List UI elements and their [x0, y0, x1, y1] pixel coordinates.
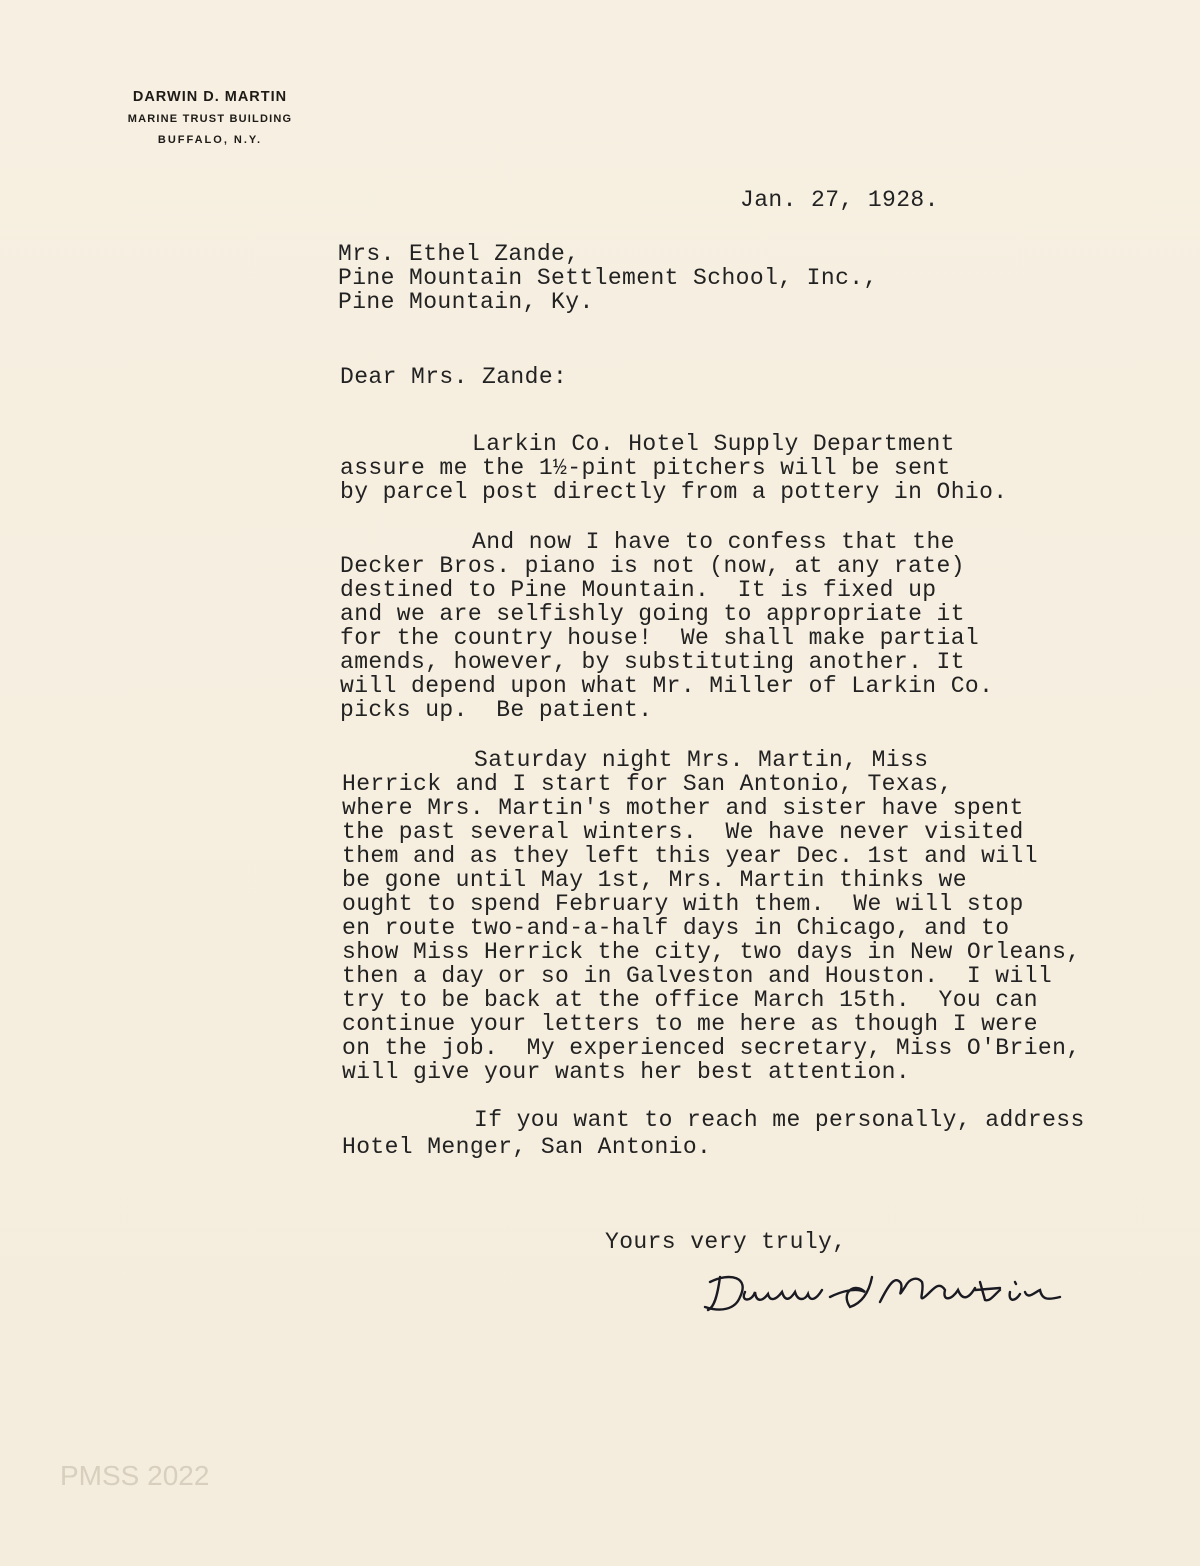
text-line: be gone until May 1st, Mrs. Martin thinks we — [342, 867, 967, 893]
letterhead-name: DARWIN D. MARTIN — [132, 89, 288, 105]
letter-date: Jan. 27, 1928. — [740, 187, 939, 213]
closing: Yours very truly, — [605, 1229, 847, 1255]
text-line: and we are selfishly going to appropriate it — [340, 601, 965, 627]
text-line: by parcel post directly from a pottery in Ohio. — [340, 479, 1008, 505]
text-line: amends, however, by substituting another. It — [340, 649, 965, 675]
text-line: the past several winters. We have never visited — [342, 819, 1024, 845]
text-line: on the job. My experienced secretary, Miss O'Brien, — [342, 1035, 1081, 1061]
text-line: assure me the 1½-pint pitchers will be sent — [340, 455, 951, 481]
text-line: en route two-and-a-half days in Chicago, and to — [342, 915, 1010, 941]
address-line: Pine Mountain, Ky. — [338, 289, 594, 315]
archive-watermark: PMSS 2022 — [60, 1460, 210, 1491]
handwritten-signature — [690, 1262, 1120, 1342]
text-line: If you want to reach me personally, address — [474, 1107, 1085, 1133]
text-line: Hotel Menger, San Antonio. — [342, 1134, 712, 1160]
text-line: for the country house! We shall make partial — [340, 625, 980, 651]
letterhead-building: MARINE TRUST BUILDING — [127, 113, 293, 125]
text-line: will depend upon what Mr. Miller of Larkin Co. — [340, 673, 994, 699]
text-line: Decker Bros. piano is not (now, at any rate) — [340, 553, 965, 579]
paragraph-3 — [342, 748, 1081, 1084]
paragraph-4 — [342, 1107, 1085, 1161]
text-line: where Mrs. Martin's mother and sister have spent — [342, 795, 1024, 821]
text-line: Herrick and I start for San Antonio, Texas, — [342, 771, 953, 797]
text-line: try to be back at the office March 15th. You can — [342, 987, 1038, 1013]
text-line: then a day or so in Galveston and Houston. I will — [342, 963, 1053, 989]
text-line: Saturday night Mrs. Martin, Miss — [474, 747, 929, 773]
recipient-address — [338, 242, 878, 314]
paragraph-2 — [340, 530, 993, 722]
address-line: Pine Mountain Settlement School, Inc., — [338, 265, 878, 291]
salutation: Dear Mrs. Zande: — [340, 364, 568, 390]
text-line: And now I have to confess that the — [472, 529, 955, 555]
address-line: Mrs. Ethel Zande, — [338, 241, 580, 267]
text-line: show Miss Herrick the city, two days in New Orleans, — [342, 939, 1081, 965]
letterhead-city: BUFFALO, N.Y. — [157, 134, 263, 146]
paragraph-1 — [340, 432, 1008, 504]
text-line: ought to spend February with them. We will stop — [342, 891, 1024, 917]
text-line: continue your letters to me here as though I were — [342, 1011, 1038, 1037]
text-line: picks up. Be patient. — [340, 697, 653, 723]
text-line: Larkin Co. Hotel Supply Department — [472, 431, 955, 457]
text-line: will give your wants her best attention. — [342, 1059, 911, 1085]
text-line: destined to Pine Mountain. It is fixed up — [340, 577, 937, 603]
text-line: them and as they left this year Dec. 1st and will — [342, 843, 1038, 869]
